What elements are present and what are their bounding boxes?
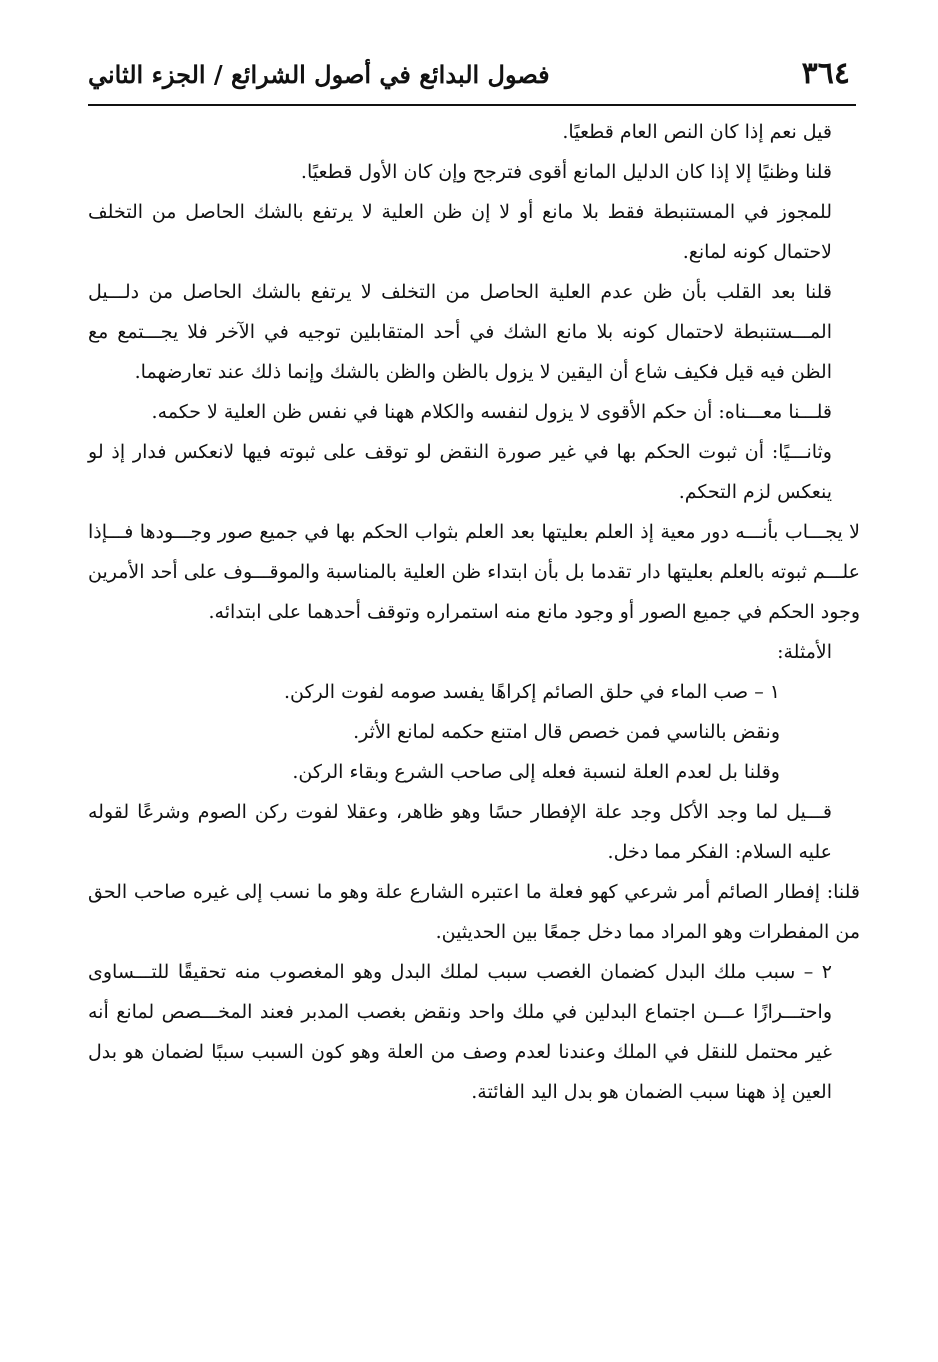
paragraph: قلنا وظنيًا إلا إذا كان الدليل المانع أقوى فترجح وإن كان الأول قطعيًا. bbox=[300, 161, 832, 183]
paragraph: قلـــنا معـــناه: أن حكم الأقوى لا يزول لنفسه والكلام ههنا في نفس ظن العلية لا حكمه. bbox=[151, 401, 832, 423]
paragraph: ونقض بالناسي فمن خصص قال امتنع حكمه لمانع الأثر. bbox=[353, 721, 780, 743]
paragraph: قلنا بعد القلب بأن ظن عدم العلية الحاصل من التخلف لا يرتفع بالشك الحاصل من دلـــيل المـــستنبطة لاحتمال كونه بلا مانع الشك في أحد المتقابلين توجيه في الآخر فلا يجـــتمع مع الظن فيه قيل فكيف شاع أن اليقين لا يزول بالظن والظن بالشك وإنما ذلك عند تعارضهما. bbox=[88, 281, 832, 383]
paragraph: ١ – صب الماء في حلق الصائم إكراهًا يفسد صومه لفوت الركن. bbox=[283, 681, 780, 703]
paragraph: قيل نعم إذا كان النص العام قطعيًا. bbox=[562, 121, 832, 143]
paragraph: قلنا: إفطار الصائم أمر شرعي كهو فعلة ما اعتبره الشارع علة وهو ما نسب إلى غيره صاحب الحق من المفطرات وهو المراد مما دخل جمعًا بين الحديثين. bbox=[88, 881, 860, 943]
paragraph: وثانـــيًا: أن ثبوت الحكم بها في غير صورة النقض لو توقف على ثبوته فيها لانعكس فدار إذ لو ينعكس لزم التحكم. bbox=[88, 441, 832, 503]
paragraph: ٢ – سبب ملك البدل كضمان الغصب سبب لملك البدل وهو المغصوب منه تحقيقًا للتـــساوى واحتـــرازًا عـــن اجتماع البدلين في ملك واحد ونقض بغصب المدبر فعند المخـــصص لمانع أنه غير محتمل للنقل في الملك وعندنا لعدم وصف من العلة وهو كون السبب سببًا لضمان هو بدل العين إذ ههنا سبب الضمان هو بدل اليد الفائتة. bbox=[88, 961, 832, 1103]
paragraph: قـــيل لما وجد الأكل وجد علة الإفطار حسًا وهو ظاهر، وعقلا لفوت ركن الصوم وشرعًا لقوله عليه السلام: الفكر مما دخل. bbox=[88, 801, 832, 863]
paragraph: للمجوز في المستنبطة فقط بلا مانع أو لا إن ظن العلية لا يرتفع بالشك الحاصل من التخلف لاحتمال كونه لمانع. bbox=[88, 201, 832, 263]
paragraph: وقلنا بل لعدم العلة لنسبة فعله إلى صاحب الشرع وبقاء الركن. bbox=[292, 761, 780, 783]
page-body bbox=[88, 112, 860, 1112]
page-number: ٣٦٤ bbox=[801, 56, 850, 91]
running-title: فصول البدائع في أصول الشرائع / الجزء الثاني bbox=[88, 60, 550, 89]
paragraph: لا يجـــاب بأنـــه دور معية إذ العلم بعليتها بعد العلم بثواب الحكم بها في جميع صور وجـــودها فـــإذا علـــم ثبوته بالعلم بعليتها دار تقدما بل بأن ابتداء ظن العلية بالمناسبة والموقـــوف على أحد الأمرين وجود الحكم في جميع الصور أو وجود مانع منه استمراره وتوقف أحدهما على ابتدائه. bbox=[88, 521, 860, 623]
page-header bbox=[88, 52, 856, 100]
section-heading: الأمثلة: bbox=[777, 641, 832, 663]
header-rule bbox=[88, 104, 856, 106]
